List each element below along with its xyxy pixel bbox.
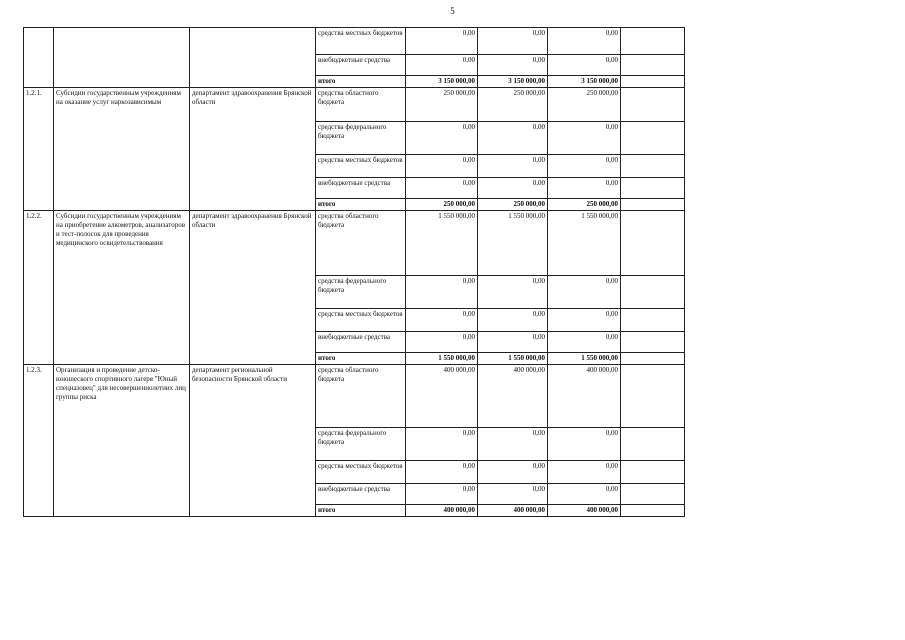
table-row (24, 88, 685, 122)
source-cell: средства областного бюджета (316, 211, 406, 276)
num-cell: 1.2.3. (24, 365, 54, 517)
table-row (24, 211, 685, 276)
value-cell: 0,00 (548, 461, 621, 484)
value-cell: 0,00 (478, 28, 548, 55)
empty-cell (621, 276, 685, 309)
value-cell: 400 000,00 (406, 365, 478, 428)
value-cell: 0,00 (478, 178, 548, 199)
value-cell: 0,00 (478, 55, 548, 76)
empty-cell (621, 211, 685, 276)
value-cell: 1 550 000,00 (406, 211, 478, 276)
value-cell: 400 000,00 (548, 365, 621, 428)
empty-cell (621, 484, 685, 505)
value-cell: 0,00 (478, 428, 548, 461)
page-number: 5 (450, 6, 455, 16)
value-cell: 1 550 000,00 (478, 353, 548, 365)
value-cell: 0,00 (548, 428, 621, 461)
empty-cell (621, 365, 685, 428)
value-cell: 0,00 (406, 178, 478, 199)
value-cell: 0,00 (406, 484, 478, 505)
value-cell: 0,00 (548, 178, 621, 199)
source-cell: средства местных бюджетов (316, 28, 406, 55)
value-cell: 250 000,00 (478, 199, 548, 211)
value-cell: 0,00 (406, 122, 478, 155)
value-cell: 0,00 (478, 122, 548, 155)
table-row (24, 28, 685, 55)
source-cell: внебюджетные средства (316, 332, 406, 353)
empty-cell (621, 155, 685, 178)
table-row (24, 365, 685, 428)
executor-cell (190, 28, 316, 88)
num-cell: 1.2.2. (24, 211, 54, 365)
value-cell: 400 000,00 (406, 505, 478, 517)
value-cell: 0,00 (406, 428, 478, 461)
executor-cell: департамент здравоохранения Брянской области (190, 211, 316, 365)
value-cell: 1 550 000,00 (548, 353, 621, 365)
value-cell: 0,00 (478, 276, 548, 309)
value-cell: 250 000,00 (478, 88, 548, 122)
value-cell: 0,00 (478, 309, 548, 332)
value-cell: 0,00 (406, 461, 478, 484)
executor-cell: департамент здравоохранения Брянской области (190, 88, 316, 211)
source-cell: средства федерального бюджета (316, 276, 406, 309)
value-cell: 250 000,00 (406, 199, 478, 211)
source-cell: итого (316, 353, 406, 365)
name-cell: Организация и проведение детско-юношеского спортивного лагеря "Юный спецназовец" для несовершеннолетних лиц группы риска (54, 365, 190, 517)
name-cell: Субсидии государственным учреждениям на приобретение алкометров, анализаторов и тест-полосок для проведения медицинского освидетельствования (54, 211, 190, 365)
value-cell: 0,00 (406, 332, 478, 353)
value-cell: 0,00 (478, 332, 548, 353)
value-cell: 0,00 (406, 276, 478, 309)
value-cell: 0,00 (548, 276, 621, 309)
source-cell: средства местных бюджетов (316, 461, 406, 484)
empty-cell (621, 461, 685, 484)
value-cell: 0,00 (406, 309, 478, 332)
empty-cell (621, 28, 685, 55)
value-cell: 1 550 000,00 (548, 211, 621, 276)
budget-table (23, 27, 685, 517)
value-cell: 0,00 (548, 309, 621, 332)
value-cell: 400 000,00 (478, 365, 548, 428)
value-cell: 250 000,00 (548, 199, 621, 211)
value-cell: 1 550 000,00 (406, 353, 478, 365)
value-cell: 400 000,00 (548, 505, 621, 517)
value-cell: 0,00 (406, 155, 478, 178)
empty-cell (621, 178, 685, 199)
value-cell: 3 150 000,00 (478, 76, 548, 88)
empty-cell (621, 428, 685, 461)
empty-cell (621, 332, 685, 353)
empty-cell (621, 122, 685, 155)
value-cell: 0,00 (478, 484, 548, 505)
empty-cell (621, 505, 685, 517)
value-cell: 0,00 (548, 332, 621, 353)
value-cell: 0,00 (548, 155, 621, 178)
source-cell: средства местных бюджетов (316, 309, 406, 332)
num-cell (24, 28, 54, 88)
value-cell: 0,00 (548, 55, 621, 76)
value-cell: 250 000,00 (406, 88, 478, 122)
source-cell: итого (316, 76, 406, 88)
value-cell: 250 000,00 (548, 88, 621, 122)
source-cell: внебюджетные средства (316, 484, 406, 505)
value-cell: 3 150 000,00 (548, 76, 621, 88)
name-cell (54, 28, 190, 88)
value-cell: 0,00 (406, 28, 478, 55)
value-cell: 0,00 (406, 55, 478, 76)
value-cell: 0,00 (548, 122, 621, 155)
source-cell: средства областного бюджета (316, 88, 406, 122)
source-cell: внебюджетные средства (316, 55, 406, 76)
value-cell: 400 000,00 (478, 505, 548, 517)
source-cell: средства федерального бюджета (316, 122, 406, 155)
empty-cell (621, 55, 685, 76)
value-cell: 1 550 000,00 (478, 211, 548, 276)
empty-cell (621, 199, 685, 211)
value-cell: 3 150 000,00 (406, 76, 478, 88)
value-cell: 0,00 (548, 484, 621, 505)
source-cell: средства федерального бюджета (316, 428, 406, 461)
num-cell: 1.2.1. (24, 88, 54, 211)
source-cell: средства областного бюджета (316, 365, 406, 428)
empty-cell (621, 88, 685, 122)
empty-cell (621, 309, 685, 332)
empty-cell (621, 353, 685, 365)
empty-cell (621, 76, 685, 88)
executor-cell: департамент региональной безопасности Брянской области (190, 365, 316, 517)
value-cell: 0,00 (478, 155, 548, 178)
source-cell: средства местных бюджетов (316, 155, 406, 178)
source-cell: итого (316, 199, 406, 211)
source-cell: внебюджетные средства (316, 178, 406, 199)
source-cell: итого (316, 505, 406, 517)
value-cell: 0,00 (548, 28, 621, 55)
value-cell: 0,00 (478, 461, 548, 484)
name-cell: Субсидии государственным учреждениям на оказание услуг наркозависимым (54, 88, 190, 211)
